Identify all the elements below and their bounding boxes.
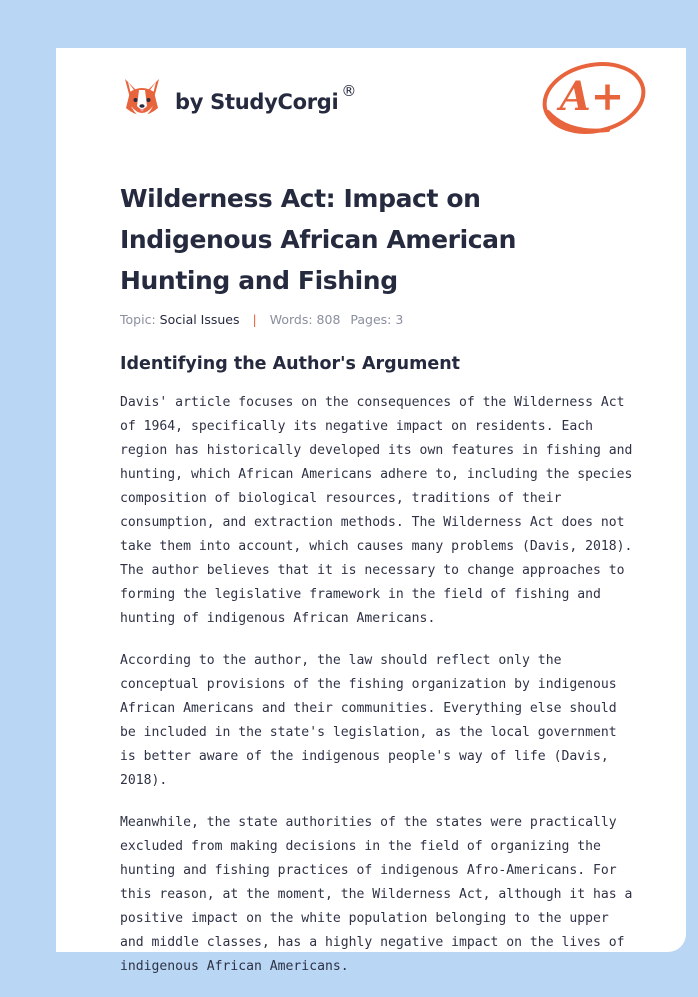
brand-name: by StudyCorgi — [175, 90, 339, 114]
grade-text: A+ — [559, 73, 625, 120]
topic-link[interactable]: Social Issues — [159, 312, 240, 327]
brand-header[interactable] — [122, 76, 356, 120]
document-card — [56, 48, 686, 974]
section-heading: Identifying the Author's Argument — [120, 354, 461, 374]
pages-value: 3 — [395, 312, 404, 327]
paragraph: Davis' article focuses on the consequences of the Wilderness Act of 1964, specifically its negative impact on residents. Each region has historically developed its own features in fishing and hunting, which African Americans adhere to, including the species composition of biological resources, traditions of their consumption, and extraction methods. The Wilderness Act does not take them into account, which causes many problems (Davis, 2018). The author believes that it is necessary to change approaches to forming the legislative framework in the field of fishing and hunting of indigenous African Americans. — [120, 395, 633, 626]
a-plus-stamp-icon — [538, 60, 650, 140]
topic-label: Topic: — [120, 312, 156, 327]
article-body — [120, 391, 634, 997]
paragraph: Meanwhile, the state authorities of the states were practically excluded from making decisions in the field of organizing the hunting and fishing practices of indigenous Afro-Americans. For this reason, at the moment, the Wilderness Act, although it has a positive impact on the white population belonging to the upper and middle classes, has a highly negative impact on the lives of indigenous African Americans. — [120, 815, 633, 974]
words-label: Words: — [269, 312, 313, 327]
registered-mark: ® — [341, 82, 357, 100]
paragraph: According to the author, the law should reflect only the conceptual provisions of the fishing organization by indigenous African Americans and their communities. Everything else should be included in the state's legislation, as the local government is better aware of the indigenous people's way of life (Davis, 2018). — [120, 653, 617, 788]
page-title: Wilderness Act: Impact on Indigenous African American Hunting and Fishing — [120, 184, 517, 295]
meta-separator: | — [252, 312, 257, 327]
corgi-head-icon — [122, 76, 162, 120]
words-value: 808 — [316, 312, 341, 327]
pages-label: Pages: — [350, 312, 392, 327]
paper-meta — [120, 312, 403, 327]
